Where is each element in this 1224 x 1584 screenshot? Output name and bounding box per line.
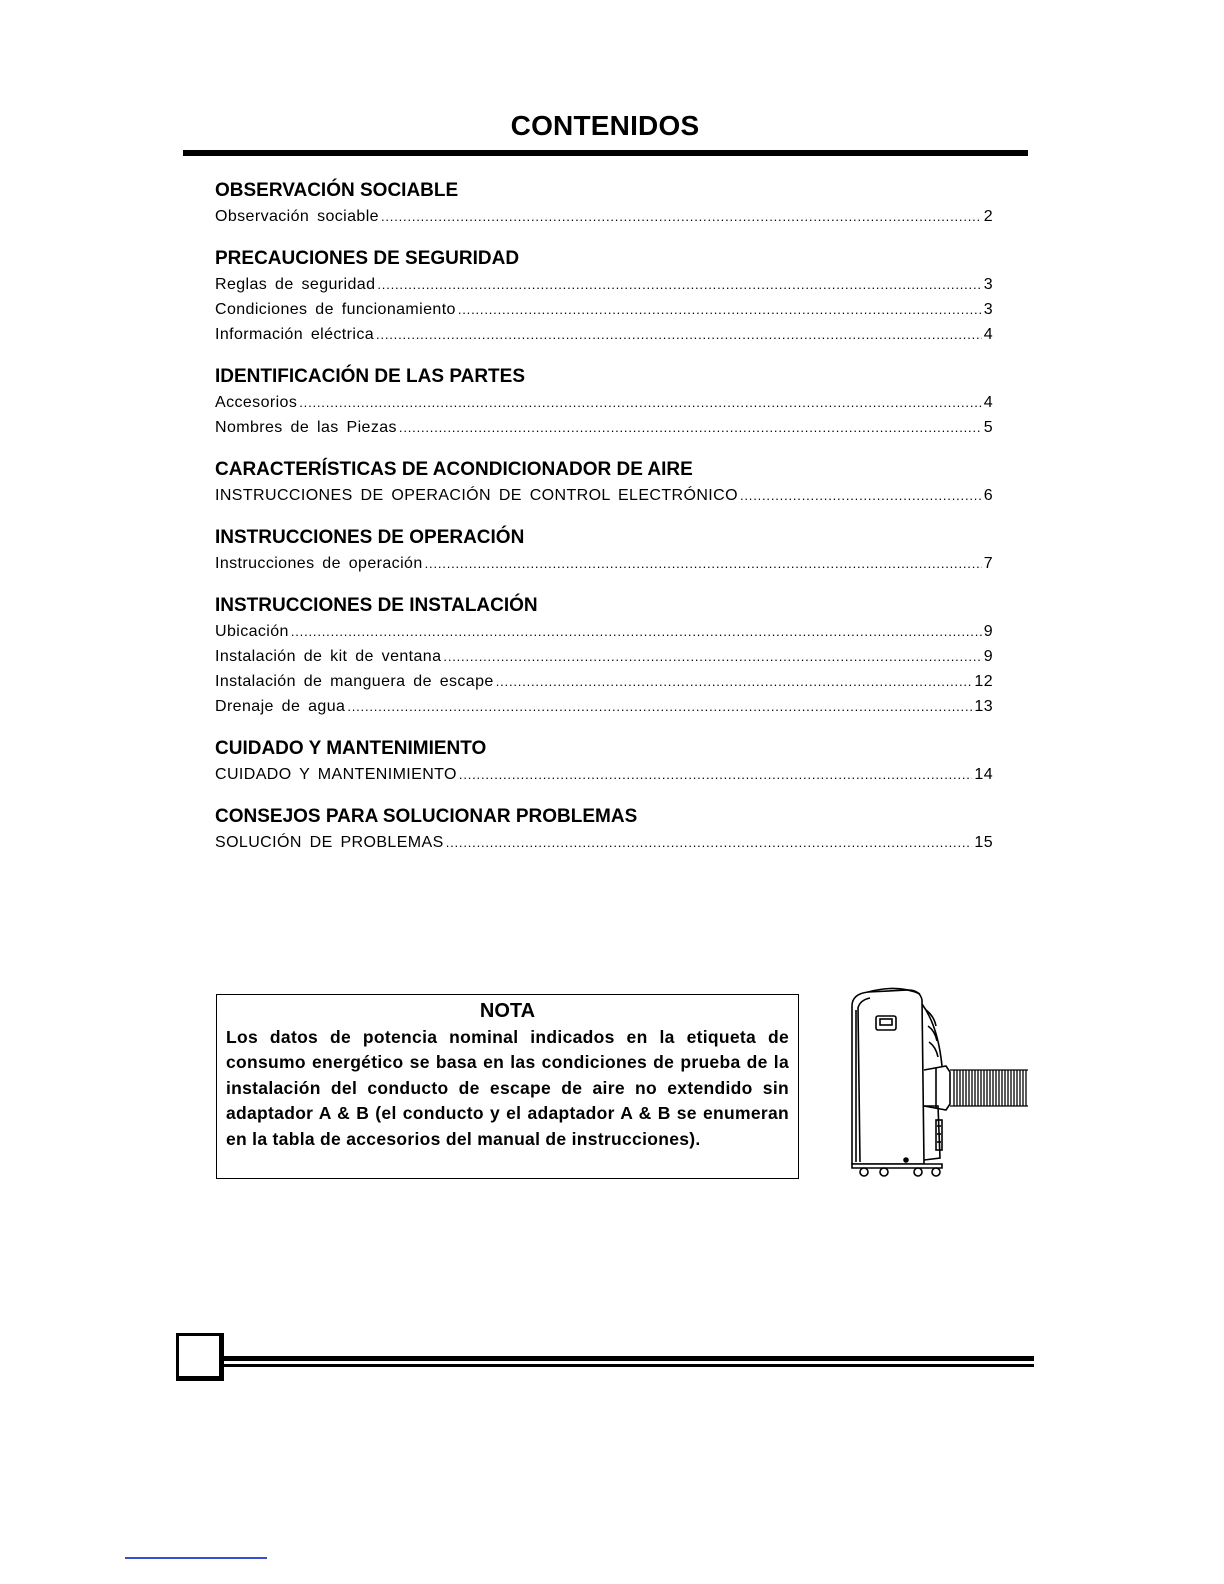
toc-entry-label: Instalación de kit de ventana	[215, 648, 442, 665]
toc-section-heading: OBSERVACIÓN SOCIABLE	[215, 180, 459, 201]
dot-leader	[443, 644, 981, 669]
toc-entry-label: Nombres de las Piezas	[215, 419, 397, 436]
toc-entry[interactable]	[215, 272, 993, 297]
toc-entry-label: Reglas de seguridad	[215, 276, 376, 293]
page-title: CONTENIDOS	[510, 110, 700, 141]
toc-section-heading: IDENTIFICACIÓN DE LAS PARTES	[215, 366, 525, 387]
toc-entry[interactable]	[215, 297, 993, 322]
dot-leader	[459, 762, 972, 787]
toc-entry-label: SOLUCIÓN DE PROBLEMAS	[215, 834, 444, 851]
toc-entry-label: Observación sociable	[215, 208, 379, 225]
toc-section	[215, 364, 993, 440]
toc-entry[interactable]	[215, 551, 993, 576]
toc-entry-page-number: 12	[974, 673, 993, 690]
toc-section	[215, 736, 993, 787]
toc-entry[interactable]	[215, 762, 993, 787]
toc-entry[interactable]	[215, 619, 993, 644]
toc-entry-label: CUIDADO Y MANTENIMIENTO	[215, 766, 457, 783]
toc-section-heading: INSTRUCCIONES DE OPERACIÓN	[215, 527, 525, 548]
title-rule	[183, 150, 1028, 156]
bottom-link-underline	[125, 1557, 267, 1559]
toc-section	[215, 178, 993, 229]
toc-entry-page-number: 4	[983, 394, 993, 411]
dot-leader	[399, 415, 982, 440]
toc-entry-label: INSTRUCCIONES DE OPERACIÓN DE CONTROL ELECTRÓNICO	[215, 487, 738, 504]
toc-entry-page-number: 2	[983, 208, 993, 225]
dot-leader	[458, 297, 982, 322]
toc-entry[interactable]	[215, 322, 993, 347]
note-text: Los datos de potencia nominal indicados en la etiqueta de consumo energético se basa en las condiciones de prueba de la instalación del conducto de escape de aire no extendido sin adaptador A & B (el conducto y el adaptador A & B se enumeran en la tabla de accesorios del manual de instrucciones).	[226, 1027, 789, 1149]
toc-entry-label: Drenaje de agua	[215, 698, 346, 715]
toc-entry-page-number: 13	[974, 698, 993, 715]
dot-leader	[425, 551, 982, 576]
toc-entry[interactable]	[215, 204, 993, 229]
toc-entry-label: Instalación de manguera de escape	[215, 673, 494, 690]
dot-leader	[377, 272, 981, 297]
dot-leader	[291, 619, 982, 644]
dot-leader	[376, 322, 982, 347]
toc-section-heading: CONSEJOS PARA SOLUCIONAR PROBLEMAS	[215, 806, 638, 827]
toc-section-heading: CUIDADO Y MANTENIMIENTO	[215, 738, 487, 759]
dot-leader	[381, 204, 982, 229]
toc-entry[interactable]	[215, 644, 993, 669]
page-number-box	[176, 1333, 224, 1381]
toc-section-heading: CARACTERÍSTICAS DE ACONDICIONADOR DE AIRE	[215, 459, 693, 480]
toc-entry-page-number: 9	[983, 623, 993, 640]
toc-entry-page-number: 9	[983, 648, 993, 665]
toc-entry-label: Accesorios	[215, 394, 298, 411]
toc-entry-page-number: 4	[983, 326, 993, 343]
toc-section-heading: INSTRUCCIONES DE INSTALACIÓN	[215, 595, 538, 616]
toc-section	[215, 246, 993, 347]
toc-section-heading: PRECAUCIONES DE SEGURIDAD	[215, 248, 520, 269]
dot-leader	[299, 390, 981, 415]
portable-air-conditioner-with-exhaust-hose-icon	[838, 986, 1028, 1178]
toc-entry[interactable]	[215, 669, 993, 694]
toc-entry-page-number: 14	[974, 766, 993, 783]
toc-section	[215, 525, 993, 576]
toc-entry-label: Información eléctrica	[215, 326, 375, 343]
toc-entry[interactable]	[215, 830, 993, 855]
table-of-contents	[215, 178, 993, 872]
toc-entry-page-number: 6	[983, 487, 993, 504]
toc-entry[interactable]	[215, 415, 993, 440]
toc-entry[interactable]	[215, 390, 993, 415]
toc-entry-label: Instrucciones de operación	[215, 555, 423, 572]
toc-entry[interactable]	[215, 694, 993, 719]
note-box	[216, 994, 799, 1179]
dot-leader	[347, 694, 972, 719]
dot-leader	[496, 669, 973, 694]
dot-leader	[740, 483, 982, 508]
footer-rule	[224, 1356, 1034, 1361]
note-title: NOTA	[479, 1000, 536, 1022]
toc-entry[interactable]	[215, 483, 993, 508]
toc-entry-page-number: 3	[983, 276, 993, 293]
toc-entry-page-number: 3	[983, 301, 993, 318]
toc-section	[215, 457, 993, 508]
toc-entry-label: Ubicación	[215, 623, 289, 640]
toc-entry-page-number: 7	[983, 555, 993, 572]
footer-rule-thin	[224, 1364, 1034, 1367]
toc-entry-page-number: 15	[974, 834, 993, 851]
toc-entry-label: Condiciones de funcionamiento	[215, 301, 456, 318]
toc-section	[215, 804, 993, 855]
dot-leader	[446, 830, 973, 855]
toc-section	[215, 593, 993, 719]
toc-entry-page-number: 5	[983, 419, 993, 436]
